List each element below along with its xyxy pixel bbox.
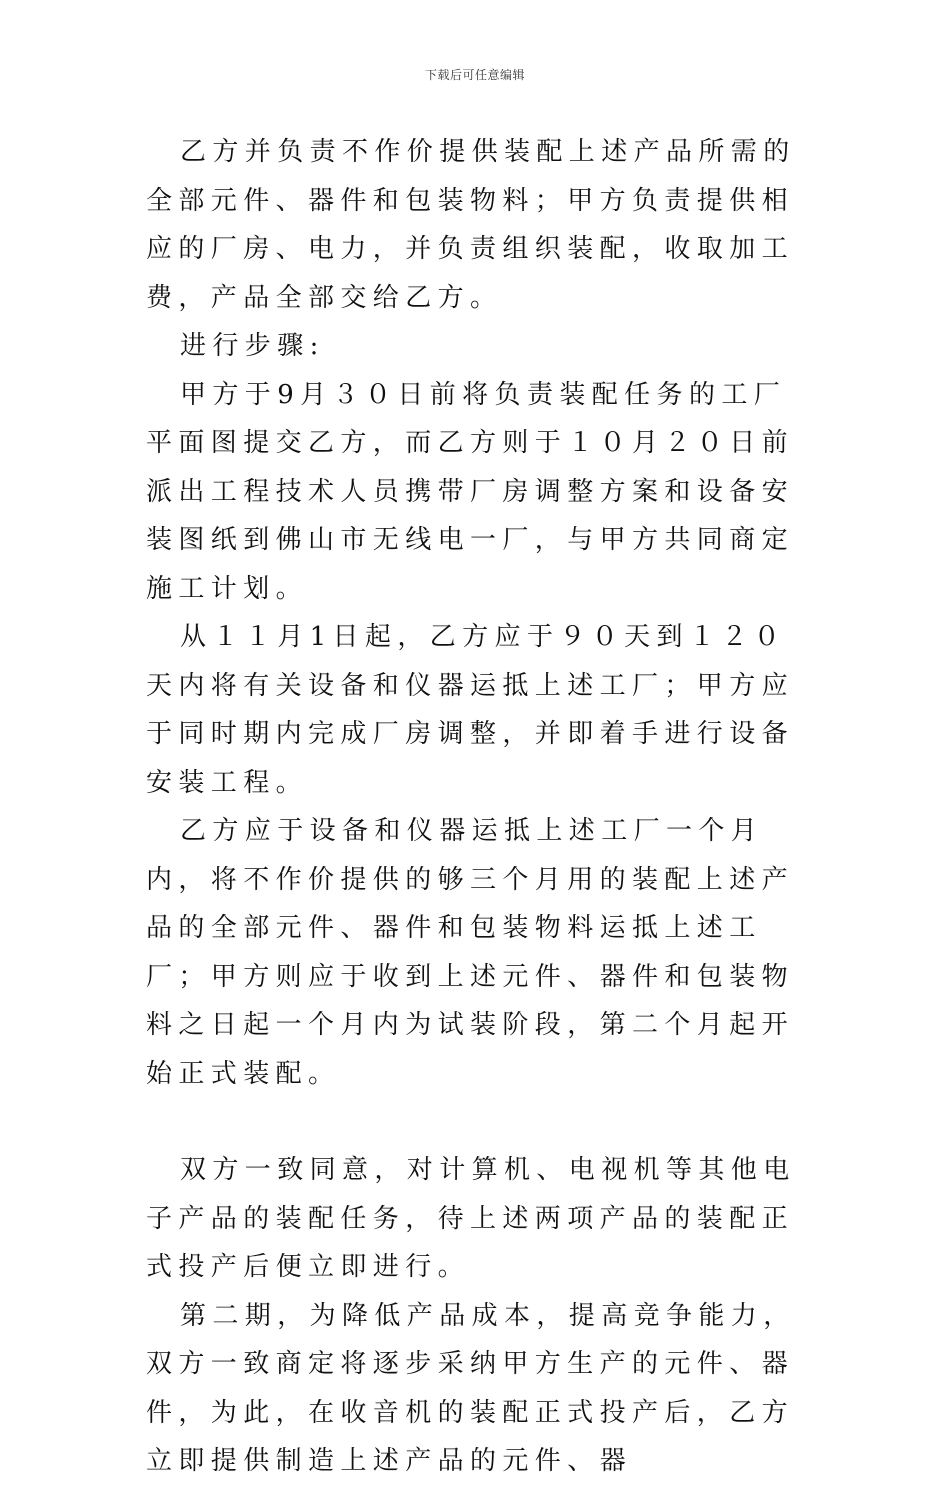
paragraph-steps-heading: 进行步骤: <box>180 331 325 361</box>
paragraph-components-delivery: 乙方应于设备和仪器运抵上述工厂一个月内，将不作价提供的够三个月用的装配上述产品的全部元件、器件和包装物料运抵上述工厂；甲方则应于收到上述元件、器件和包装物料之日起一个月内为试装阶段，第二个月起开始正式装配。 <box>146 816 795 1089</box>
paragraph-materials: 乙方并负责不作价提供装配上述产品所需的全部元件、器件和包装物料；甲方负责提供相应的厂房、电力，并负责组织装配，收取加工费，产品全部交给乙方。 <box>146 137 796 313</box>
paragraph-equipment-delivery: 从１１月1日起，乙方应于９０天到１２０天内将有关设备和仪器运抵上述工厂；甲方应于同时期内完成厂房调整，并即着手进行设备安装工程。 <box>146 622 795 798</box>
paragraph-second-phase: 第二期，为降低产品成本，提高竞争能力，双方一致商定将逐步采纳甲方生产的元件、器件，为此，在收音机的装配正式投产后，乙方立即提供制造上述产品的元件、器 <box>146 1300 796 1476</box>
paragraph-floor-plan: 甲方于9月３０日前将负责装配任务的工厂平面图提交乙方，而乙方则于１０月２０日前派出工程技术人员携带厂房调整方案和设备安装图纸到佛山市无线电一厂，与甲方共同商定施工计划。 <box>146 379 795 604</box>
document-body <box>146 128 810 1486</box>
page-header: 下载后可任意编辑 <box>424 68 525 82</box>
paragraph-other-products: 双方一致同意，对计算机、电视机等其他电子产品的装配任务，待上述两项产品的装配正式投产后便立即进行。 <box>146 1155 796 1282</box>
